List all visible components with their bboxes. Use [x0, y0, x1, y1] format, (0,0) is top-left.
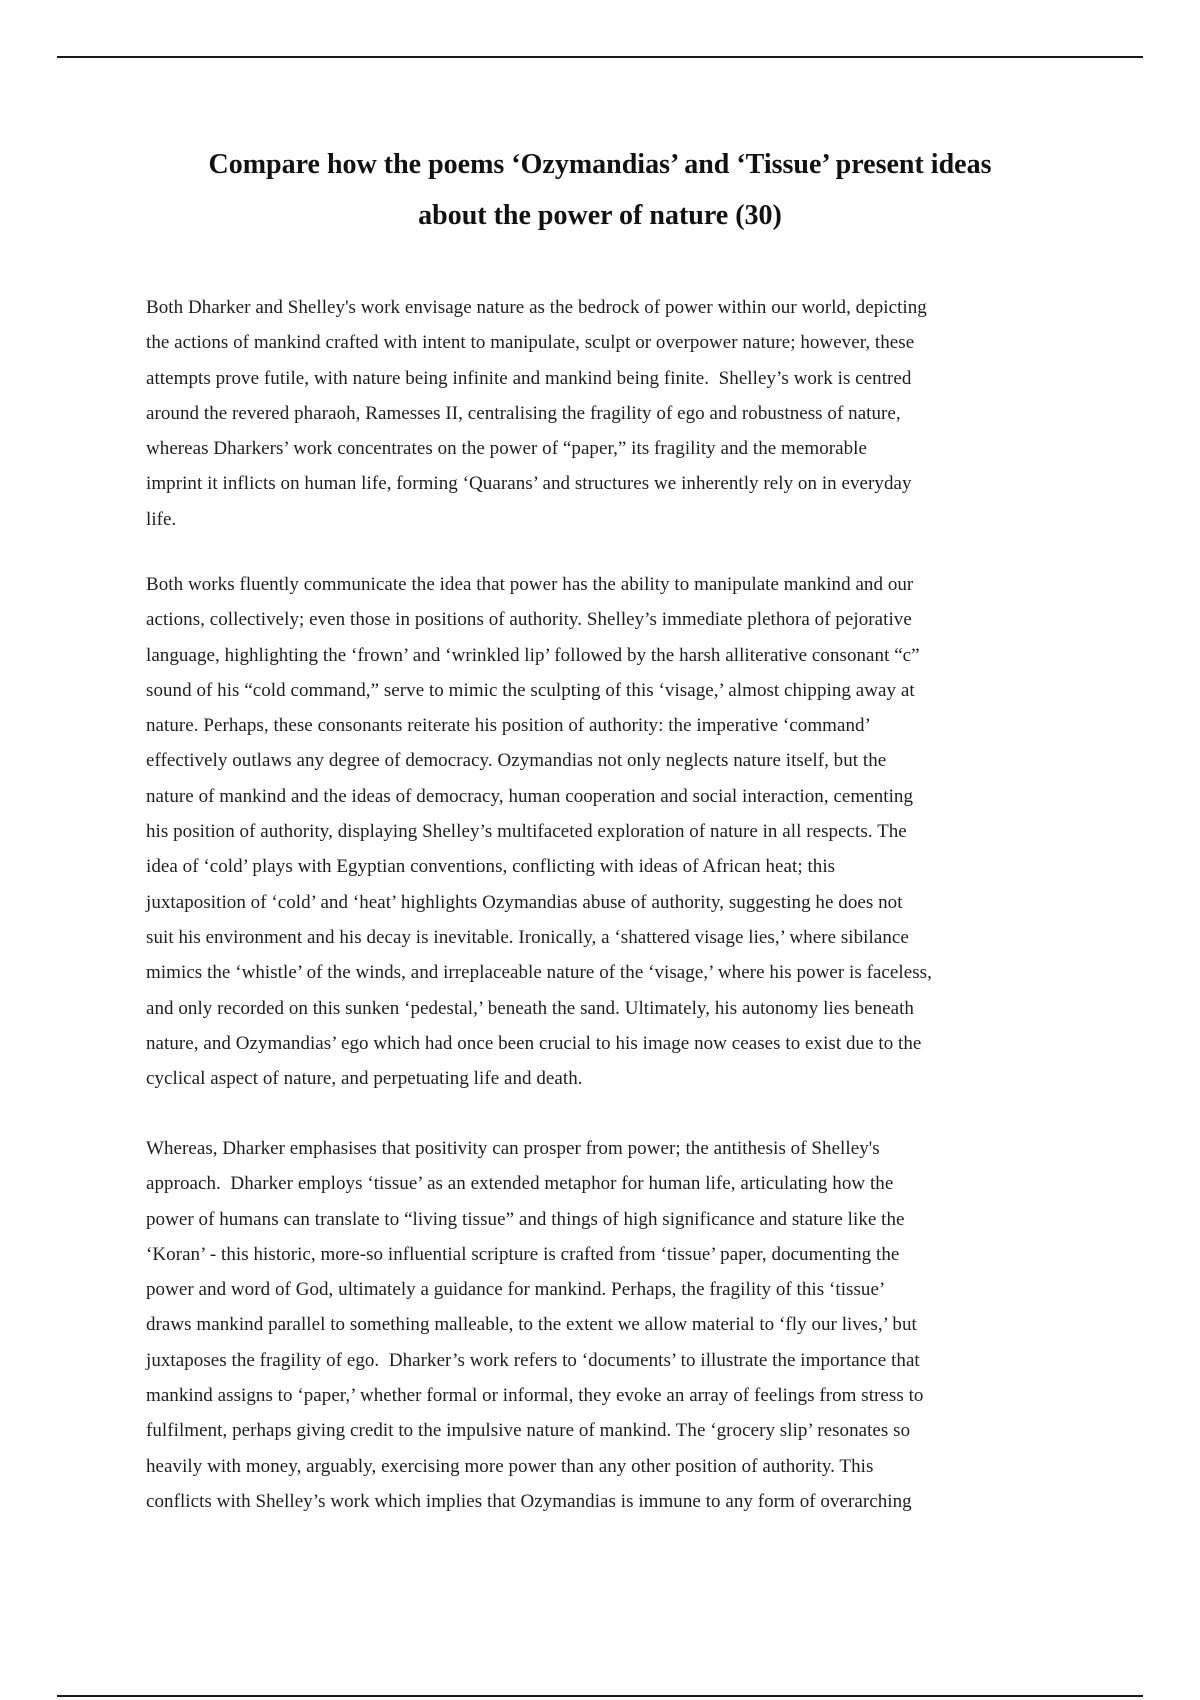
paragraph-line: suit his environment and his decay is inevitable. Ironically, a ‘shattered visage lies,’ where sibilance	[146, 926, 909, 948]
paragraph-line: nature, and Ozymandias’ ego which had once been crucial to his image now ceases to exist due to the	[146, 1032, 922, 1054]
paragraph-line: approach. Dharker employs ‘tissue’ as an extended metaphor for human life, articulating how the	[146, 1173, 894, 1195]
paragraph-line: language, highlighting the ‘frown’ and ‘wrinkled lip’ followed by the harsh alliterative consonant “c”	[146, 644, 920, 666]
paragraph-line: actions, collectively; even those in positions of authority. Shelley’s immediate plethora of pejorative	[146, 609, 912, 631]
paragraph-line: the actions of mankind crafted with intent to manipulate, sculpt or overpower nature; however, these	[146, 332, 915, 354]
paragraph-line: his position of authority, displaying Shelley’s multifaceted exploration of nature in all respects. The	[146, 821, 907, 843]
paragraph-2	[146, 567, 1106, 1096]
paragraph-line: attempts prove futile, with nature being infinite and mankind being finite. Shelley’s work is centred	[146, 367, 912, 389]
paragraph-line: power and word of God, ultimately a guidance for mankind. Perhaps, the fragility of this ‘tissue’	[146, 1279, 886, 1301]
paragraph-line: juxtaposition of ‘cold’ and ‘heat’ highlights Ozymandias abuse of authority, suggesting he does not	[146, 891, 903, 913]
paragraph-3	[146, 1131, 1106, 1519]
top-rule	[57, 56, 1143, 58]
paragraph-line: around the revered pharaoh, Ramesses II, centralising the fragility of ego and robustness of nature,	[146, 402, 901, 424]
essay-title-line-2: about the power of nature (30)	[418, 200, 782, 231]
paragraph-line: whereas Dharkers’ work concentrates on the power of “paper,” its fragility and the memorable	[146, 438, 867, 460]
paragraph-line: imprint it inflicts on human life, forming ‘Quarans’ and structures we inherently rely on in everyday	[146, 473, 912, 495]
paragraph-line: and only recorded on this sunken ‘pedestal,’ beneath the sand. Ultimately, his autonomy lies beneath	[146, 997, 914, 1019]
paragraph-line: power of humans can translate to “living tissue” and things of high significance and stature like the	[146, 1208, 905, 1230]
paragraph-line: cyclical aspect of nature, and perpetuating life and death.	[146, 1068, 583, 1090]
paragraph-1	[146, 290, 1106, 537]
paragraph-line: conflicts with Shelley’s work which implies that Ozymandias is immune to any form of overarching	[146, 1490, 912, 1512]
paragraph-line: nature. Perhaps, these consonants reiterate his position of authority: the imperative ‘command’	[146, 715, 871, 737]
bottom-rule	[57, 1695, 1143, 1697]
paragraph-line: nature of mankind and the ideas of democracy, human cooperation and social interaction, cementing	[146, 785, 914, 807]
paragraph-line: fulfilment, perhaps giving credit to the impulsive nature of mankind. The ‘grocery slip’ resonates so	[146, 1420, 911, 1442]
paragraph-line: draws mankind parallel to something malleable, to the extent we allow material to ‘fly our lives,’ but	[146, 1314, 917, 1336]
paragraph-line: life.	[146, 508, 177, 530]
paragraph-line: idea of ‘cold’ plays with Egyptian conventions, conflicting with ideas of African heat; this	[146, 856, 836, 878]
paragraph-line: sound of his “cold command,” serve to mimic the sculpting of this ‘visage,’ almost chipping away at	[146, 679, 915, 701]
essay-title	[0, 139, 1200, 241]
paragraph-line: effectively outlaws any degree of democracy. Ozymandias not only neglects nature itself, but the	[146, 750, 887, 772]
paragraph-line: juxtaposes the fragility of ego. Dharker’s work refers to ‘documents’ to illustrate the importance that	[146, 1349, 920, 1371]
essay-title-line-1: Compare how the poems ‘Ozymandias’ and ‘Tissue’ present ideas	[208, 149, 992, 180]
paragraph-line: mimics the ‘whistle’ of the winds, and irreplaceable nature of the ‘visage,’ where his power is faceless,	[146, 962, 932, 984]
paragraph-line: Whereas, Dharker emphasises that positivity can prosper from power; the antithesis of Shelley's	[146, 1138, 880, 1159]
paragraph-line: ‘Koran’ - this historic, more-so influential scripture is crafted from ‘tissue’ paper, documenting the	[146, 1243, 900, 1265]
paragraph-line: Both works fluently communicate the idea that power has the ability to manipulate mankind and our	[146, 574, 914, 595]
paragraph-line: Both Dharker and Shelley's work envisage nature as the bedrock of power within our world, depicting	[146, 297, 927, 318]
paragraph-line: mankind assigns to ‘paper,’ whether formal or informal, they evoke an array of feelings from stress to	[146, 1385, 924, 1407]
paragraph-line: heavily with money, arguably, exercising more power than any other position of authority. This	[146, 1455, 874, 1477]
